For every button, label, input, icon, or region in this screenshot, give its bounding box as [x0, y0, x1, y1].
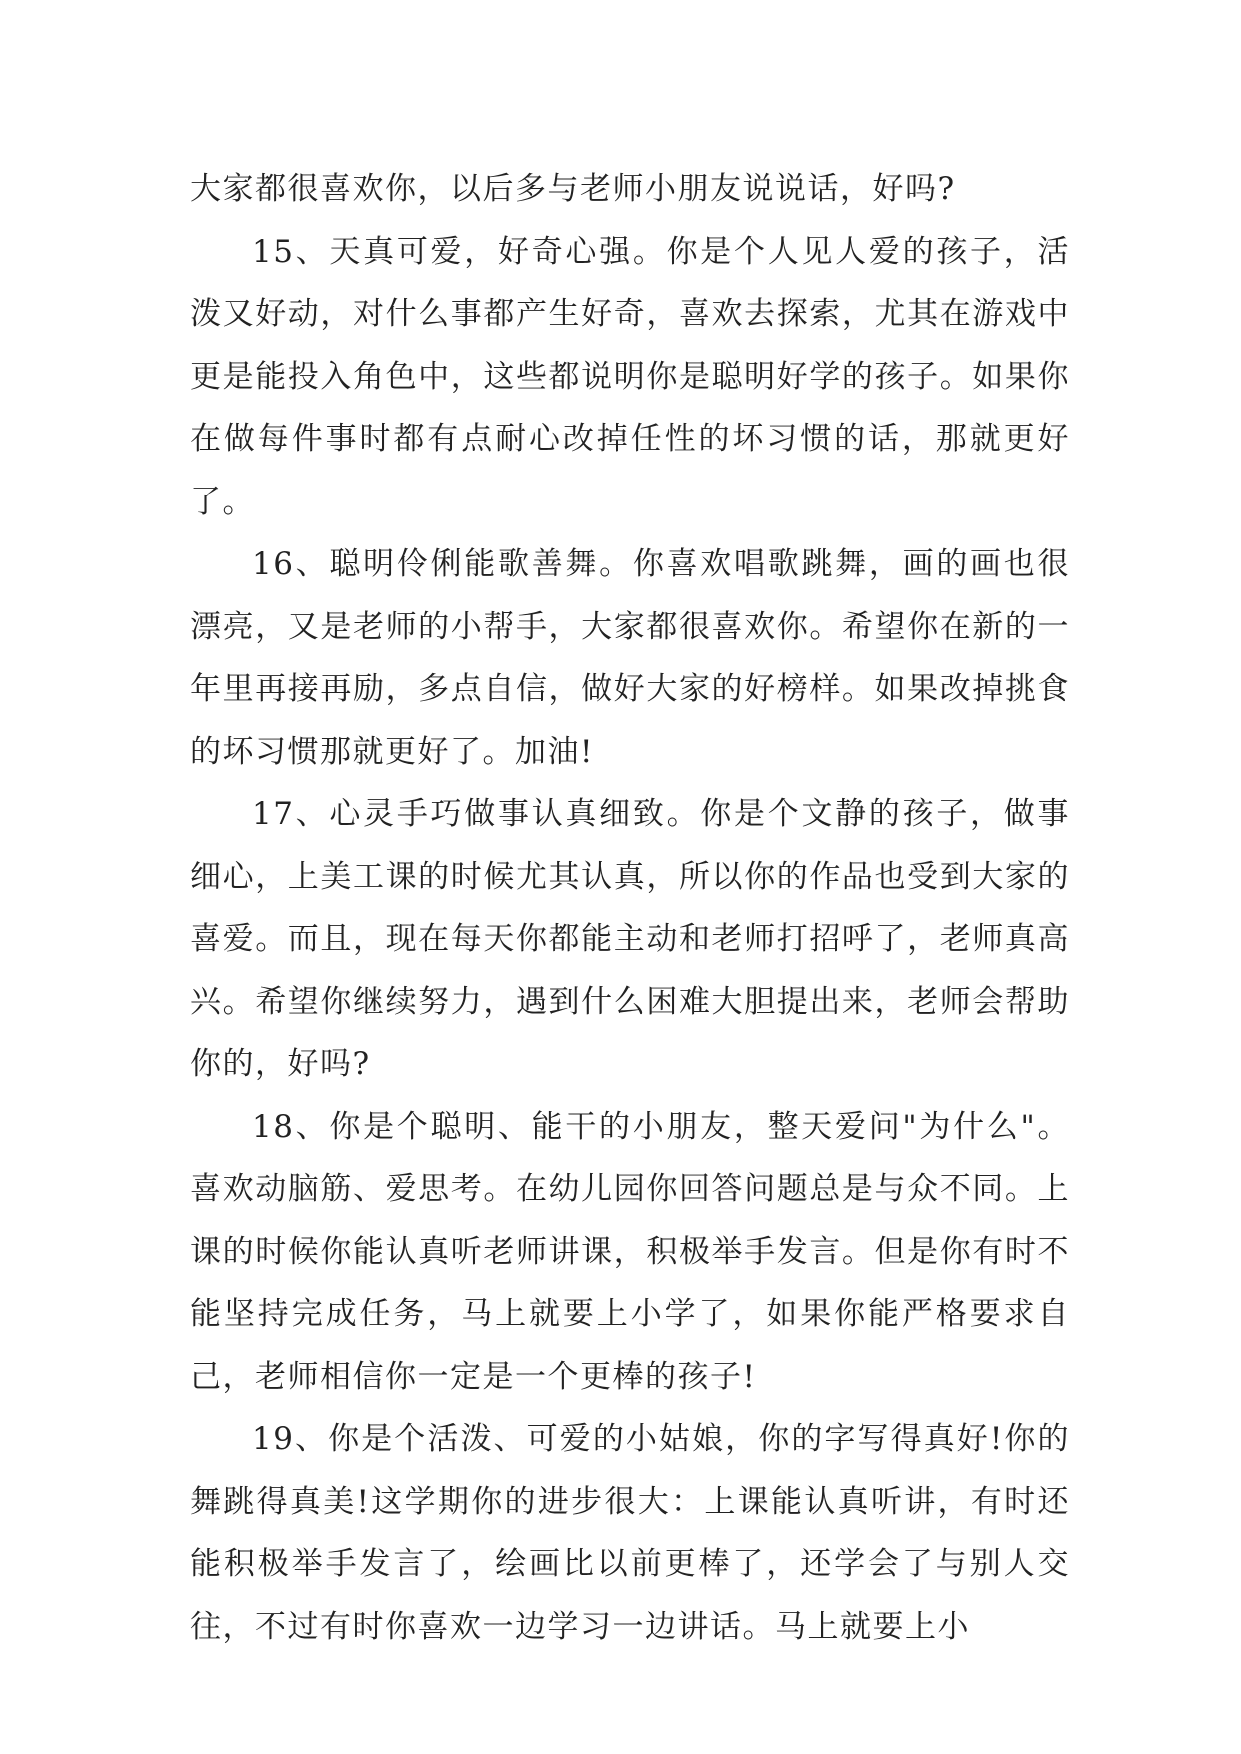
paragraph-16: 16、聪明伶俐能歌善舞。你喜欢唱歌跳舞，画的画也很漂亮，又是老师的小帮手，大家都很喜欢你。希望你在新的一年里再接再励，多点自信，做好大家的好榜样。如果改掉挑食的坏习惯那就更好了。加油!	[190, 546, 1070, 770]
paragraph-19: 19、你是个活泼、可爱的小姑娘，你的字写得真好!你的舞跳得真美!这学期你的进步很大：上课能认真听讲，有时还能积极举手发言了，绘画比以前更棒了，还学会了与别人交往，不过有时你喜欢一边学习一边讲话。马上就要上小	[190, 1421, 1070, 1645]
document-body	[190, 158, 1070, 1658]
paragraph-15: 15、天真可爱，好奇心强。你是个人见人爱的孩子，活泼又好动，对什么事都产生好奇，喜欢去探索，尤其在游戏中更是能投入角色中，这些都说明你是聪明好学的孩子。如果你在做每件事时都有点耐心改掉任性的坏习惯的话，那就更好了。	[190, 233, 1070, 520]
paragraph-17: 17、心灵手巧做事认真细致。你是个文静的孩子，做事细心，上美工课的时候尤其认真，所以你的作品也受到大家的喜爱。而且，现在每天你都能主动和老师打招呼了，老师真高兴。希望你继续努力，遇到什么困难大胆提出来，老师会帮助你的，好吗?	[190, 796, 1070, 1082]
paragraph-continuation: 大家都很喜欢你，以后多与老师小朋友说说话，好吗?	[190, 171, 956, 207]
paragraph-18: 18、你是个聪明、能干的小朋友，整天爱问"为什么"。喜欢动脑筋、爱思考。在幼儿园你回答问题总是与众不同。上课的时候你能认真听老师讲课，积极举手发言。但是你有时不能坚持完成任务，马上就要上小学了，如果你能严格要求自己，老师相信你一定是一个更棒的孩子!	[190, 1108, 1070, 1395]
